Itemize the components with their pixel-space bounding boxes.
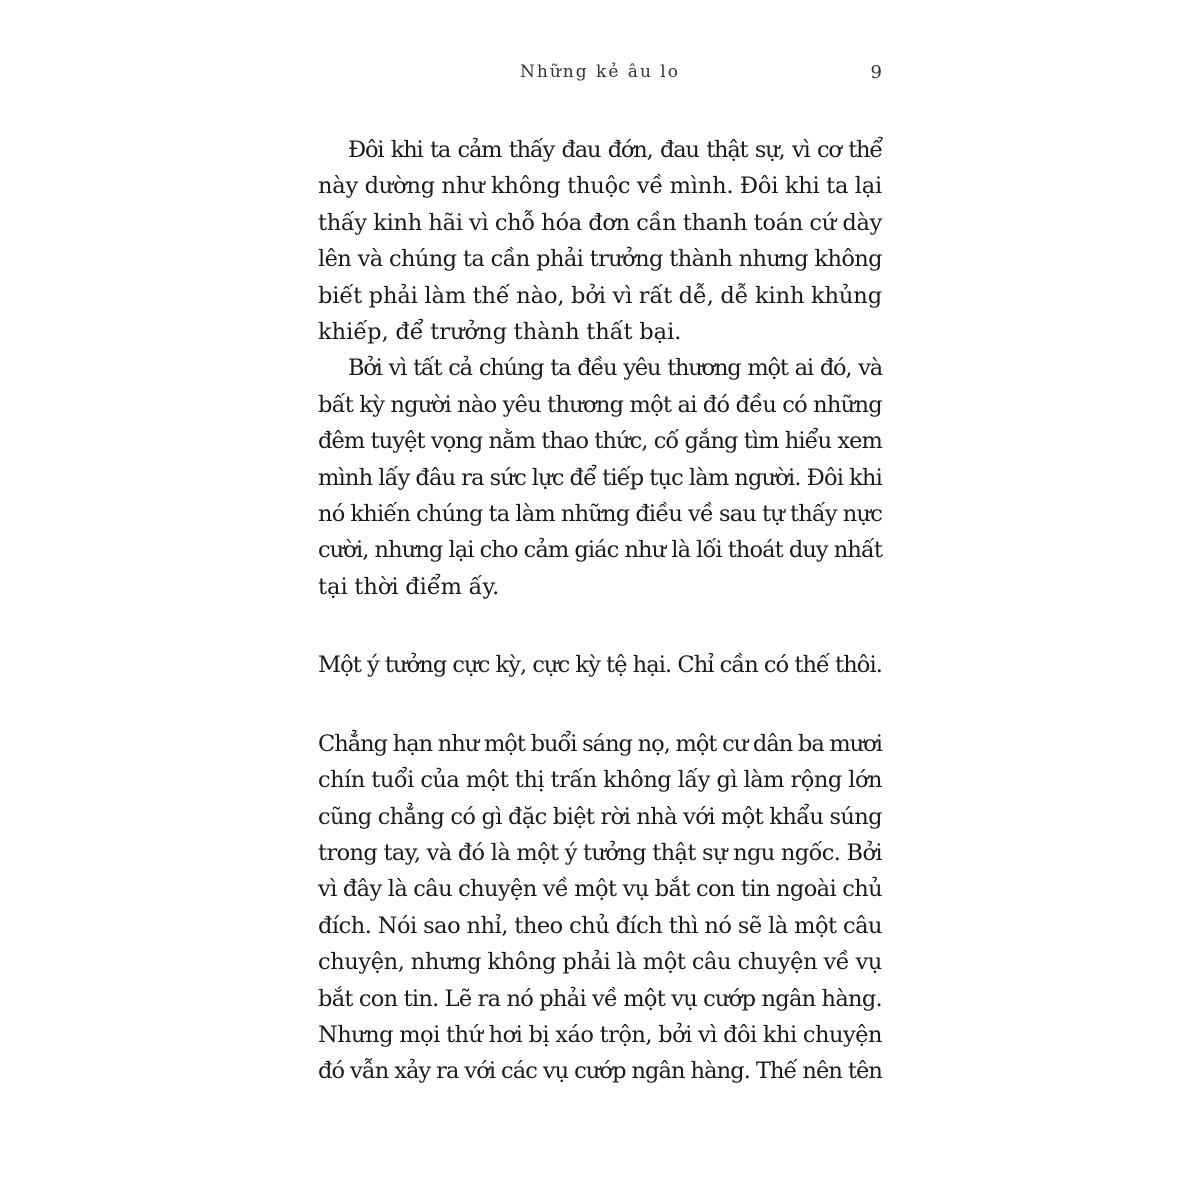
text-line: khiếp, để trưởng thành thất bại. — [318, 319, 682, 346]
page-number: 9 — [870, 62, 882, 83]
running-title: Những kẻ âu lo — [520, 62, 680, 82]
text-line: đó vẫn xảy ra với các vụ cướp ngân hàng. Thế nên tên — [318, 1058, 882, 1085]
text-line: cười, nhưng lại cho cảm giác như là lối thoát duy nhất — [318, 537, 882, 564]
text-line: bắt con tin. Lẽ ra nó phải về một vụ cướp ngân hàng. — [318, 985, 882, 1012]
section-break — [318, 684, 882, 726]
text-line: lên và chúng ta cần phải trưởng thành nhưng không — [318, 246, 882, 273]
text-line: thấy kinh hãi vì chỗ hóa đơn cần thanh toán cứ dày — [318, 209, 882, 236]
text-line: Một ý tưởng cực kỳ, cực kỳ tệ hại. Chỉ cần có thế thôi. — [318, 652, 882, 679]
text-line: đích. Nói sao nhỉ, theo chủ đích thì nó sẽ là một câu — [318, 912, 882, 939]
text-line: vì đây là câu chuyện về một vụ bắt con tin ngoài chủ — [318, 876, 882, 903]
body-text — [318, 132, 882, 1090]
text-line: này dường như không thuộc về mình. Đôi khi ta lại — [318, 173, 882, 200]
text-line: cũng chẳng có gì đặc biệt rời nhà với một khẩu súng — [318, 803, 882, 830]
text-line: Đôi khi ta cảm thấy đau đớn, đau thật sự, vì cơ thể — [348, 137, 882, 163]
text-line: mình lấy đâu ra sức lực để tiếp tục làm người. Đôi khi — [318, 464, 882, 491]
text-line: đêm tuyệt vọng nằm thao thức, cố gắng tìm hiểu xem — [318, 428, 882, 455]
text-line: Nhưng mọi thứ hơi bị xáo trộn, bởi vì đôi khi chuyện — [318, 1021, 882, 1048]
text-line: biết phải làm thế nào, bởi vì rất dễ, dễ kinh khủng — [318, 282, 882, 309]
paragraph-2 — [318, 350, 882, 605]
paragraph-4 — [318, 726, 882, 1090]
running-head — [318, 62, 882, 92]
text-line: Chẳng hạn như một buổi sáng nọ, một cư dân ba mươi — [318, 730, 882, 757]
text-line: bất kỳ người nào yêu thương một ai đó đều có những — [318, 391, 882, 418]
paragraph-3 — [318, 647, 882, 683]
text-line: Bởi vì tất cả chúng ta đều yêu thương một ai đó, và — [348, 355, 882, 382]
section-break — [318, 605, 882, 647]
text-line: chuyện, nhưng không phải là một câu chuyện về vụ — [318, 949, 882, 976]
text-line: trong tay, và đó là một ý tưởng thật sự ngu ngốc. Bởi — [318, 839, 882, 866]
paragraph-1 — [318, 132, 882, 350]
text-line: chín tuổi của một thị trấn không lấy gì làm rộng lớn — [318, 767, 882, 794]
text-line: tại thời điểm ấy. — [318, 573, 500, 600]
text-line: nó khiến chúng ta làm những điều về sau tự thấy nực — [318, 501, 882, 528]
